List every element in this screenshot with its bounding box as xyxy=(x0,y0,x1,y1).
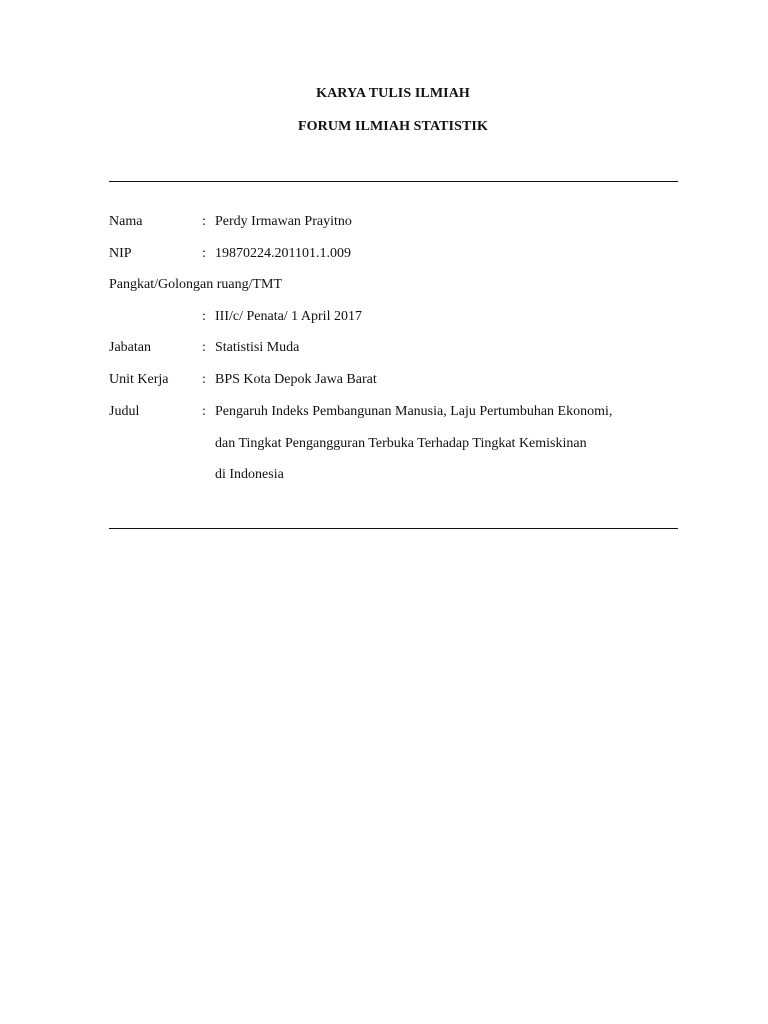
jabatan-colon: : xyxy=(202,340,206,355)
nama-colon: : xyxy=(202,214,206,229)
unit-kerja-value: BPS Kota Depok Jawa Barat xyxy=(215,372,377,387)
pangkat-value: III/c/ Penata/ 1 April 2017 xyxy=(215,309,362,324)
document-subtitle: FORUM ILMIAH STATISTIK xyxy=(298,119,488,134)
jabatan-label: Jabatan xyxy=(109,340,151,355)
unit-kerja-colon: : xyxy=(202,372,206,387)
nip-colon: : xyxy=(202,246,206,261)
judul-line-3: di Indonesia xyxy=(215,467,284,482)
unit-kerja-label: Unit Kerja xyxy=(109,372,169,387)
bottom-divider xyxy=(109,528,678,529)
judul-line-2: dan Tingkat Pengangguran Terbuka Terhadap Tingkat Kemiskinan xyxy=(215,436,587,451)
nip-value: 19870224.201101.1.009 xyxy=(215,246,351,261)
document-title: KARYA TULIS ILMIAH xyxy=(316,86,470,101)
judul-colon: : xyxy=(202,404,206,419)
jabatan-value: Statistisi Muda xyxy=(215,340,300,355)
judul-label: Judul xyxy=(109,404,140,419)
nama-label: Nama xyxy=(109,214,143,229)
pangkat-label: Pangkat/Golongan ruang/TMT xyxy=(109,277,283,292)
nama-value: Perdy Irmawan Prayitno xyxy=(215,214,352,229)
nip-label: NIP xyxy=(109,246,132,261)
top-divider xyxy=(109,181,678,182)
judul-line-1: Pengaruh Indeks Pembangunan Manusia, Laju Pertumbuhan Ekonomi, xyxy=(215,404,613,419)
pangkat-colon: : xyxy=(202,309,206,324)
